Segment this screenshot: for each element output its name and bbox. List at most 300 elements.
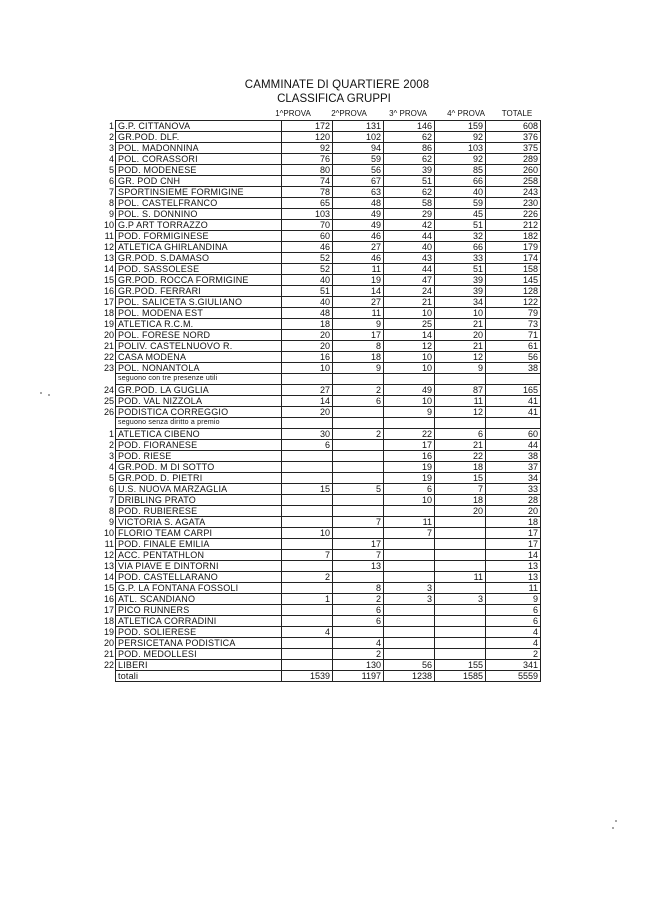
rank-cell: 12 [103,550,114,560]
prova-3-cell [384,616,435,627]
totale-cell: 41 [486,407,541,418]
totale-cell: 6 [486,605,541,616]
totale-cell: 79 [486,308,541,319]
table-row [100,154,541,165]
group-name-cell: G.P. CITTANOVA [116,121,282,132]
group-name-cell: POD. VAL NIZZOLA [116,396,282,407]
prova-2-cell: 49 [333,209,384,220]
prova-3-cell: 7 [384,528,435,539]
totale-cell: 182 [486,231,541,242]
prova-3-cell: 6 [384,484,435,495]
prova-2-cell: 2 [333,594,384,605]
prova-1-cell [282,462,333,473]
prova-2-cell [333,462,384,473]
classifica-table [100,120,541,682]
table-row [100,143,541,154]
table-row [100,308,541,319]
prova-3-cell [384,561,435,572]
prova-3-cell: 39 [384,165,435,176]
table-row [100,220,541,231]
table-row [100,385,541,396]
totale-cell: 13 [486,572,541,583]
totale-cell: 44 [486,440,541,451]
totale-cell: 18 [486,517,541,528]
group-name-cell: POD. FORMIGINESE [116,231,282,242]
prova-2-cell: 2 [333,649,384,660]
rank-cell: 21 [103,649,114,659]
prova-4-cell: 10 [435,308,486,319]
prova-1-cell: 10 [282,528,333,539]
group-name-cell: GR.POD. DLF. [116,132,282,143]
group-name-cell: GR.POD. S.DAMASO [116,253,282,264]
rank-cell: 15 [103,275,114,285]
table-row [100,451,541,462]
prova-1-cell: 40 [282,275,333,286]
prova-2-cell: 130 [333,660,384,671]
prova-4-cell: 39 [435,275,486,286]
group-name-cell: POD. MODENESE [116,165,282,176]
totale-cell: 375 [486,143,541,154]
prova-1-cell [282,506,333,517]
prova-2-cell: 48 [333,198,384,209]
prova-3-cell: 9 [384,407,435,418]
rank-cell: 25 [103,396,114,406]
totale-cell: 60 [486,429,541,440]
prova-4-cell: 21 [435,440,486,451]
rank-cell: 16 [103,594,114,604]
prova-3-cell [384,506,435,517]
prova-2-cell: 59 [333,154,384,165]
prova-4-cell: 85 [435,165,486,176]
rank-cell: 3 [108,143,114,153]
rank-cell: 17 [103,605,114,615]
rank-cell: 14 [103,264,114,274]
prova-1-cell: 14 [282,396,333,407]
rank-cell: 1 [108,121,114,131]
totale-cell: 37 [486,462,541,473]
totale-cell: 230 [486,198,541,209]
prova-2-cell [333,451,384,462]
prova-2-cell: 6 [333,616,384,627]
table-row [100,660,541,671]
totale-cell: 28 [486,495,541,506]
rank-cell: 6 [108,484,114,494]
table-row [100,495,541,506]
table-row [100,594,541,605]
prova-3-cell: 19 [384,473,435,484]
prova-1-cell: 2 [282,572,333,583]
table-row [100,231,541,242]
prova-4-cell: 21 [435,319,486,330]
prova-2-cell: 14 [333,286,384,297]
prova-1-cell: 30 [282,429,333,440]
prova-1-total: 1539 [282,671,333,682]
totale-cell: 174 [486,253,541,264]
prova-3-cell: 40 [384,242,435,253]
group-name-cell: DRIBLING PRATO [116,495,282,506]
prova-2-cell [333,627,384,638]
prova-4-cell [435,528,486,539]
prova-3-cell: 29 [384,209,435,220]
rank-cell: 11 [104,539,114,549]
rank-cell: 2 [108,440,114,450]
totale-cell: 4 [486,638,541,649]
group-name-cell: POL. FORESE NORD [116,330,282,341]
prova-4-cell: 12 [435,407,486,418]
prova-4-total: 1585 [435,671,486,682]
rank-cell: 5 [108,473,114,483]
prova-4-cell: 22 [435,451,486,462]
prova-2-cell: 8 [333,583,384,594]
prova-4-cell [435,550,486,561]
prova-3-cell: 51 [384,176,435,187]
totale-cell: 145 [486,275,541,286]
section-note-row [100,418,541,429]
prova-2-cell: 63 [333,187,384,198]
empty-cell [435,418,486,429]
prova-4-cell: 11 [435,396,486,407]
rank-cell: 10 [103,220,114,230]
totale-cell: 56 [486,352,541,363]
prova-2-cell: 131 [333,121,384,132]
prova-4-cell [435,583,486,594]
totale-cell: 341 [486,660,541,671]
rank-cell [100,418,116,429]
table-row [100,187,541,198]
totale-cell: 38 [486,451,541,462]
rank-cell: 5 [108,165,114,175]
prova-4-cell: 59 [435,198,486,209]
rank-cell: 22 [103,352,114,362]
table-row [100,506,541,517]
prova-2-total: 1197 [333,671,384,682]
column-header-prova-2: 2^PROVA [331,109,367,118]
prova-1-cell: 92 [282,143,333,154]
prova-2-cell: 19 [333,275,384,286]
table-row [100,165,541,176]
prova-3-cell: 21 [384,297,435,308]
table-row [100,528,541,539]
totale-cell: 212 [486,220,541,231]
prova-4-cell: 87 [435,385,486,396]
prova-1-cell: 70 [282,220,333,231]
prova-2-cell: 4 [333,638,384,649]
rank-cell: 1 [108,429,114,439]
prova-2-cell: 18 [333,352,384,363]
totale-cell: 4 [486,627,541,638]
rank-cell: 14 [103,572,114,582]
prova-2-cell: 94 [333,143,384,154]
group-name-cell: PODISTICA CORREGGIO [116,407,282,418]
prova-3-cell: 47 [384,275,435,286]
prova-4-cell: 6 [435,429,486,440]
prova-1-cell [282,517,333,528]
prova-3-cell: 56 [384,660,435,671]
table-row [100,132,541,143]
prova-4-cell: 159 [435,121,486,132]
prova-4-cell: 32 [435,231,486,242]
prova-3-cell [384,539,435,550]
rank-cell: 24 [103,385,114,395]
prova-2-cell: 17 [333,539,384,550]
group-name-cell: GR. POD CNH [116,176,282,187]
group-name-cell: LIBERI [116,660,282,671]
table-row [100,209,541,220]
group-name-cell: POL. S. DONNINO [116,209,282,220]
table-row [100,352,541,363]
prova-1-cell: 46 [282,242,333,253]
prova-3-cell: 58 [384,198,435,209]
group-name-cell: POD. RIESE [116,451,282,462]
section-note-row [100,374,541,385]
prova-2-cell: 7 [333,550,384,561]
prova-3-cell: 43 [384,253,435,264]
empty-cell [333,374,384,385]
totale-cell: 122 [486,297,541,308]
prova-4-cell [435,649,486,660]
column-header-totale: TOTALE [501,109,533,118]
prova-1-cell: 27 [282,385,333,396]
table-row [100,627,541,638]
prova-4-cell [435,627,486,638]
prova-2-cell [333,528,384,539]
prova-2-cell: 6 [333,605,384,616]
scan-speck [48,394,50,396]
prova-2-cell [333,440,384,451]
group-name-cell: SPORTINSIEME FORMIGINE [116,187,282,198]
group-name-cell: POL. MODENA EST [116,308,282,319]
prova-1-cell [282,495,333,506]
table-row [100,484,541,495]
prova-2-cell: 7 [333,517,384,528]
column-header-prova-3: 3^ PROVA [389,109,427,118]
table-row [100,649,541,660]
rank-cell: 13 [103,253,114,263]
table-row [100,198,541,209]
section-note: seguono senza diritto a premio [116,418,282,429]
rank-cell: 2 [108,132,114,142]
totale-cell: 34 [486,473,541,484]
rank-cell: 9 [108,517,114,527]
rank-cell: 19 [103,319,114,329]
empty-cell [282,418,333,429]
prova-1-cell [282,583,333,594]
table-row [100,462,541,473]
prova-3-cell: 49 [384,385,435,396]
prova-2-cell: 2 [333,385,384,396]
totals-label: totali [116,671,282,682]
totale-cell: 158 [486,264,541,275]
rank-cell: 17 [103,297,114,307]
grand-total: 5559 [486,671,541,682]
group-name-cell: ACC. PENTATHLON [116,550,282,561]
table-row [100,242,541,253]
prova-3-cell [384,649,435,660]
empty-cell [384,418,435,429]
prova-3-cell: 44 [384,264,435,275]
totale-cell: 61 [486,341,541,352]
group-name-cell: G.P ART TORRAZZO [116,220,282,231]
prova-2-cell: 13 [333,561,384,572]
prova-1-cell [282,660,333,671]
table-row [100,176,541,187]
prova-1-cell: 103 [282,209,333,220]
rank-cell: 8 [108,506,114,516]
rank-cell: 6 [108,176,114,186]
prova-3-cell: 24 [384,286,435,297]
table-row [100,396,541,407]
prova-2-cell [333,506,384,517]
totale-cell: 41 [486,396,541,407]
table-row [100,275,541,286]
prova-1-cell [282,539,333,550]
totale-cell: 243 [486,187,541,198]
prova-4-cell: 92 [435,132,486,143]
prova-2-cell: 67 [333,176,384,187]
totale-cell: 179 [486,242,541,253]
prova-3-cell: 22 [384,429,435,440]
prova-2-cell: 46 [333,231,384,242]
prova-4-cell: 15 [435,473,486,484]
prova-2-cell: 9 [333,319,384,330]
group-name-cell: U.S. NUOVA MARZAGLIA [116,484,282,495]
table-row [100,572,541,583]
scan-speck [40,392,42,394]
table-row [100,616,541,627]
prova-1-cell: 51 [282,286,333,297]
prova-2-cell [333,572,384,583]
totale-cell: 11 [486,583,541,594]
rank-cell: 7 [108,187,114,197]
table-row [100,330,541,341]
prova-4-cell: 12 [435,352,486,363]
prova-1-cell: 60 [282,231,333,242]
prova-4-cell: 103 [435,143,486,154]
prova-2-cell: 11 [333,308,384,319]
prova-1-cell [282,638,333,649]
column-header-prova-1: 1^PROVA [275,109,311,118]
document-title: CAMMINATE DI QUARTIERE 2008 [244,79,430,91]
table-row [100,286,541,297]
prova-4-cell: 51 [435,220,486,231]
group-name-cell: POD. MEDOLLESI [116,649,282,660]
prova-3-cell [384,550,435,561]
prova-2-cell: 2 [333,429,384,440]
prova-2-cell: 27 [333,297,384,308]
prova-1-cell: 7 [282,550,333,561]
prova-3-cell: 3 [384,594,435,605]
prova-1-cell: 48 [282,308,333,319]
totale-cell: 2 [486,649,541,660]
classifica-table-body [100,121,541,682]
rank-cell: 16 [103,286,114,296]
group-name-cell: GR.POD. LA GUGLIA [116,385,282,396]
group-name-cell: GR.POD. FERRARI [116,286,282,297]
totale-cell: 128 [486,286,541,297]
group-name-cell: PERSICETANA PODISTICA [116,638,282,649]
table-row [100,253,541,264]
group-name-cell: VIA PIAVE E DINTORNI [116,561,282,572]
prova-1-cell [282,605,333,616]
prova-4-cell: 155 [435,660,486,671]
group-name-cell: POL. CASTELFRANCO [116,198,282,209]
group-name-cell: POL. CORASSORI [116,154,282,165]
prova-1-cell: 1 [282,594,333,605]
totale-cell: 260 [486,165,541,176]
prova-2-cell [333,473,384,484]
prova-4-cell [435,638,486,649]
table-row [100,363,541,374]
table-row [100,517,541,528]
table-row [100,407,541,418]
prova-3-cell: 14 [384,330,435,341]
prova-4-cell: 21 [435,341,486,352]
group-name-cell: POD. CASTELLARANO [116,572,282,583]
table-row [100,539,541,550]
table-row [100,429,541,440]
prova-3-cell: 17 [384,440,435,451]
table-row [100,121,541,132]
totale-cell: 13 [486,561,541,572]
document-subtitle: CLASSIFICA GRUPPI [277,93,391,105]
group-name-cell: POD. SASSOLESE [116,264,282,275]
prova-1-cell [282,451,333,462]
table-row [100,440,541,451]
totale-cell: 165 [486,385,541,396]
prova-3-cell: 62 [384,132,435,143]
prova-3-cell [384,638,435,649]
prova-1-cell: 20 [282,407,333,418]
prova-2-cell [333,407,384,418]
prova-4-cell: 20 [435,506,486,517]
prova-4-cell [435,616,486,627]
rank-cell: 23 [103,363,114,373]
rank-cell: 19 [103,627,114,637]
prova-4-cell: 3 [435,594,486,605]
prova-1-cell: 76 [282,154,333,165]
totale-cell: 17 [486,528,541,539]
prova-1-cell: 40 [282,297,333,308]
prova-1-cell: 4 [282,627,333,638]
group-name-cell: G.P. LA FONTANA FOSSOLI [116,583,282,594]
prova-4-cell: 40 [435,187,486,198]
group-name-cell: ATLETICA R.C.M. [116,319,282,330]
prova-1-cell [282,649,333,660]
prova-3-cell: 44 [384,231,435,242]
prova-4-cell: 11 [435,572,486,583]
group-name-cell: VICTORIA S. AGATA [116,517,282,528]
totale-cell: 376 [486,132,541,143]
prova-3-cell: 25 [384,319,435,330]
rank-cell: 7 [108,495,114,505]
prova-1-cell [282,616,333,627]
rank-cell: 21 [103,341,114,351]
rank-cell: 26 [103,407,114,417]
group-name-cell: POL. MADONNINA [116,143,282,154]
totale-cell: 9 [486,594,541,605]
prova-3-cell: 16 [384,451,435,462]
prova-4-cell: 9 [435,363,486,374]
group-name-cell: ATLETICA GHIRLANDINA [116,242,282,253]
table-row [100,297,541,308]
table-row [100,561,541,572]
totale-cell: 258 [486,176,541,187]
totale-cell: 33 [486,484,541,495]
prova-4-cell: 18 [435,495,486,506]
group-name-cell: ATLETICA CIBENO [116,429,282,440]
prova-4-cell: 33 [435,253,486,264]
totale-cell: 17 [486,539,541,550]
